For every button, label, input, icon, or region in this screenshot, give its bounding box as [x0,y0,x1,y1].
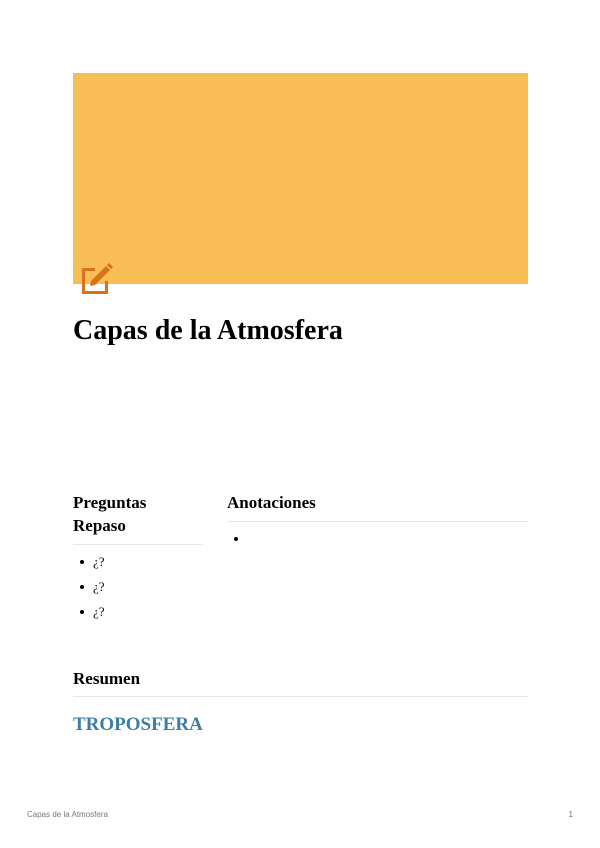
questions-section [73,491,203,629]
questions-list [73,554,203,629]
summary-section [73,667,528,697]
cover-banner [73,73,528,284]
page-title: Capas de la Atmosfera [73,315,343,346]
notes-heading: Anotaciones [227,491,528,522]
list-item: ¿? [73,579,203,604]
footer-page-number: 1 [568,810,573,819]
edit-note-icon [79,260,115,296]
summary-subheading: TROPOSFERA [73,714,203,735]
list-item: ¿? [73,554,203,579]
footer-doc-title: Capas de la Atmosfera [27,810,108,819]
questions-heading: Preguntas Repaso [73,491,203,545]
notes-list [227,531,528,556]
list-item[interactable] [227,531,528,556]
notes-section [227,491,528,556]
summary-heading: Resumen [73,667,528,697]
list-item: ¿? [73,604,203,629]
